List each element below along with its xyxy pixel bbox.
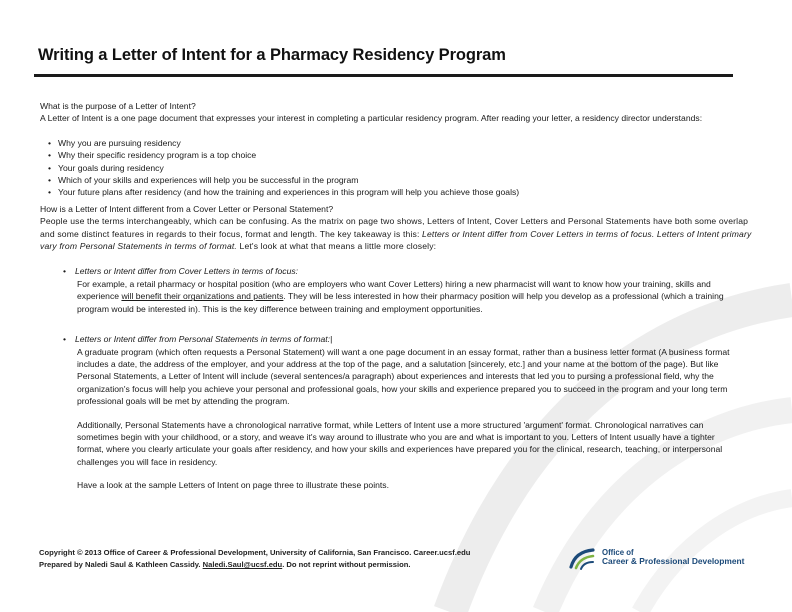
cover-letter-subsection [63,265,739,315]
differences-paragraph: People use the terms interchangeably, which can be confusing. As the matrix on page two shows, Letters of Intent, Cover Letters and Personal Statements have both some overlap and some distinct features in regards to their focus, format and length. The key takeaway is this: Letters or Intent differ from Cover Letters in terms of focus. Letters of Intent primary vary from Personal Statements in terms of format. Let's look at what that means a little more closely: [40,216,752,252]
personal-statement-body-2: Additionally, Personal Statements have a chronological narrative format, while Letters of Intent use a more structured 'argument' format. Chronological narratives can sometimes begin with your childhood, or a story, and weave it's way around to illustrate who you are and what is important to you. Letters of Intent usually have a tighter format, where you clearly articulate your goals after residency, and how your skills and experiences have prepared you for the clinical, research, teaching, or interpersonal challenges you will face in residency. [77,419,723,467]
bullet: • [63,266,67,277]
title-rule [34,74,733,77]
cover-letter-heading: • Letters or Intent differ from Cover Letters in terms of focus: [63,266,299,277]
sample-note: Have a look at the sample Letters of Intent on page three to illustrate these points. [77,480,389,491]
list-item: • Which of your skills and experiences will help you be successful in the program [48,175,359,186]
list-item: • Your goals during residency [48,162,164,173]
intro-question: What is the purpose of a Letter of Intent? [40,101,196,111]
underlined-phrase: will benefit their organizations and patients [121,291,284,302]
copyright-text: Copyright © 2013 Office of Career & Professional Development, University of California, San Francisco. Career.ucsf.edu [39,548,471,557]
logo-text [602,548,744,567]
personal-statement-heading: • Letters or Intent differ from Personal Statements in terms of format:| [63,334,333,345]
list-item: • Why their specific residency program is a top choice [48,150,257,161]
logo-mark-icon [568,547,596,571]
office-logo [568,546,778,572]
differences-section [40,203,752,253]
page-title: Writing a Letter of Intent for a Pharmacy Residency Program [38,46,506,64]
prepared-by-text: Prepared by Naledi Saul & Kathleen Cassidy. Naledi.Saul@ucsf.edu. Do not reprint without permission. [39,560,411,569]
list-item: • Why you are pursuing residency [48,137,181,148]
bullet: • [63,334,67,345]
footer [39,547,470,571]
list-item: • Your future plans after residency (and how the training and experiences in this program will help you achieve those goals) [48,187,520,198]
logo-line-1: Office of [602,548,634,557]
differences-question: How is a Letter of Intent different from a Cover Letter or Personal Statement? [40,203,334,214]
personal-statement-body: A graduate program (which often requests a Personal Statement) will want a one page document in an essay format, rather than a business letter format (A business format includes a date, the address of the employer, and your address at the top of the page, and a salutation [sincerely, etc.] and your name at the bottom of the page). But like Personal Statements, a Letter of Intent will include (several sentences/a paragraph) about experiences and interests that led you to pursing a professional field, why the organization's focus will help you achieve your personal and professional goals, how your skills and experience prepared you to succeed in the program and your long term professional goals will be met by attending the program. [77,346,730,407]
email-link[interactable]: Naledi.Saul@ucsf.edu [202,560,283,569]
document-body [40,100,752,492]
logo-line-2: Career & Professional Development [602,556,745,567]
personal-statement-subsection [63,333,739,491]
intro-bullet-list [40,137,752,199]
cover-letter-body: For example, a retail pharmacy or hospital position (who are employers who want Cover Letters) hiring a new pharmacist will want to know how your training, skills and experience will benefit their organizations and patients. They will be less interested in how their pharmacy position will help you develop as a professional (which a training program would be interested in). This is the key difference between training and employment opportunities. [77,278,724,314]
intro-paragraph: A Letter of Intent is a one page document that expresses your interest in completing a particular residency program. After reading your letter, a residency director understands: [40,113,703,124]
key-takeaway: Letters or Intent differ from Cover Letters in terms of focus. Letters of Intent primary vary from Personal Statements in terms of format. [40,228,752,252]
